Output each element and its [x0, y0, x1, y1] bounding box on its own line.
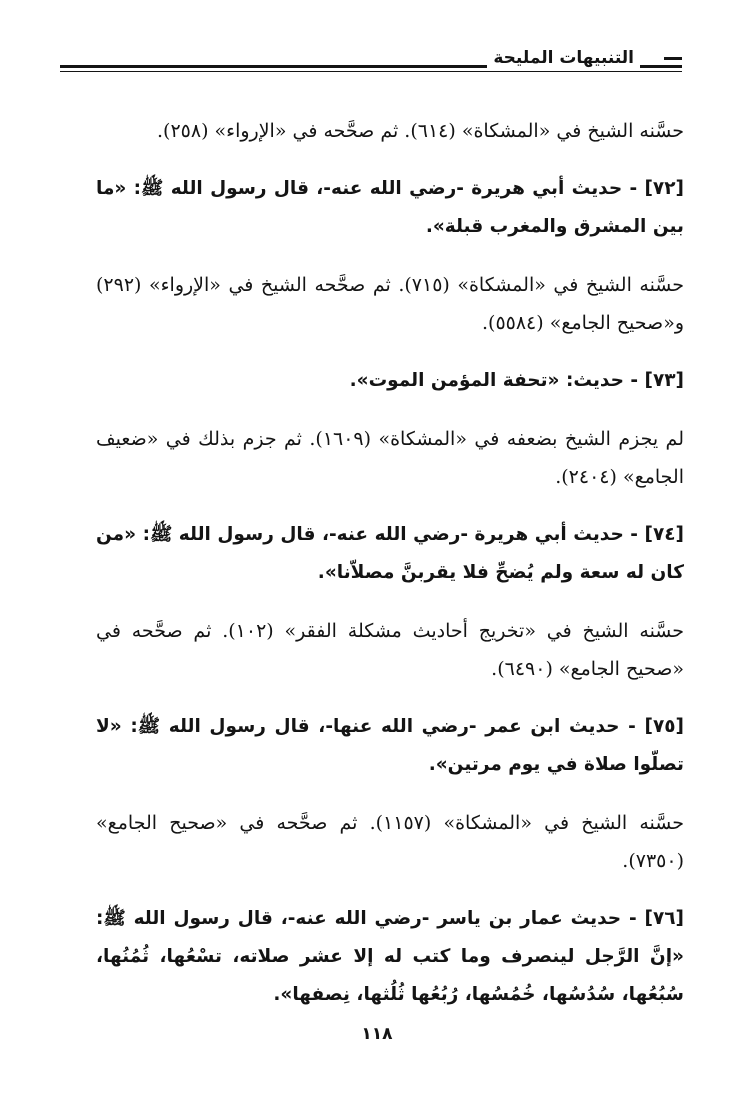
paragraph-text: لم يجزم الشيخ بضعفه في «المشكاة» (١٦٠٩). ثم جزم بذلك في «ضعيف الجامع» (٢٤٠٤). [96, 428, 684, 488]
grading-paragraph [96, 420, 684, 496]
grading-paragraph [96, 612, 684, 688]
hadith-entry-74 [96, 516, 684, 592]
grading-paragraph [96, 112, 684, 150]
hadith-intro: - حديث ابن عمر -رضي الله عنها-، قال رسول الله ﷺ: [130, 716, 645, 737]
hadith-number: [٧٥] [644, 716, 684, 737]
hadith-quote: «إنَّ الرَّجل لينصرف وما كتب له إلا عشر صلاته، تسْعُها، ثُمُنُها، سُبُعُها، سُدُسُها، خُمُسُها، رُبُعُها ثُلُثها، نِصفها». [96, 946, 684, 1005]
page-body [96, 112, 684, 1034]
hadith-number: [٧٦] [644, 908, 684, 929]
header-rule-thin [60, 71, 682, 72]
hadith-quote: «تحفة المؤمن الموت». [349, 370, 560, 391]
grading-paragraph [96, 804, 684, 880]
hadith-number: [٧٣] [644, 370, 684, 391]
header-title: التنبيهات المليحة [487, 48, 640, 68]
page-number: ١١٨ [361, 1024, 393, 1044]
running-header [60, 48, 682, 74]
hadith-intro: - حديث أبي هريرة -رضي الله عنه-، قال رسول الله ﷺ: [133, 178, 645, 199]
hadith-entry-75 [96, 708, 684, 784]
paragraph-text: حسَّنه الشيخ في «المشكاة» (٦١٤). ثم صحَّحه في «الإرواء» (٢٥٨). [156, 120, 684, 142]
paragraph-text: حسَّنه الشيخ في «المشكاة» (٧١٥). ثم صحَّحه الشيخ في «الإرواء» (٢٩٢) و«صحيح الجامع» (٥٥٨٤). [96, 274, 685, 334]
hadith-intro: - حديث عمار بن ياسر -رضي الله عنه-، قال رسول الله ﷺ: [96, 908, 645, 929]
hadith-quote: «لا تصلّوا صلاة في يوم مرتين». [96, 716, 684, 775]
hadith-intro: - حديث أبي هريرة -رضي الله عنه-، قال رسول الله ﷺ: [142, 524, 645, 545]
hadith-number: [٧٢] [644, 178, 684, 199]
grading-paragraph [96, 266, 684, 342]
paragraph-text: حسَّنه الشيخ في «تخريج أحاديث مشكلة الفقر» (١٠٢). ثم صحَّحه في «صحيح الجامع» (٦٤٩٠). [96, 620, 684, 680]
hadith-quote: «ما بين المشرق والمغرب قبلة». [96, 178, 684, 237]
hadith-number: [٧٤] [644, 524, 684, 545]
hadith-entry-73 [96, 362, 684, 400]
hadith-entry-76 [96, 900, 684, 1014]
header-dash [664, 57, 682, 60]
paragraph-text: حسَّنه الشيخ في «المشكاة» (١١٥٧). ثم صحَّحه في «صحيح الجامع» (٧٣٥٠). [96, 812, 684, 872]
hadith-quote: «من كان له سعة ولم يُضحِّ فلا يقربنَّ مصلاّنا». [96, 524, 684, 583]
hadith-intro: - حديث: [559, 370, 645, 391]
hadith-entry-72 [96, 170, 684, 246]
